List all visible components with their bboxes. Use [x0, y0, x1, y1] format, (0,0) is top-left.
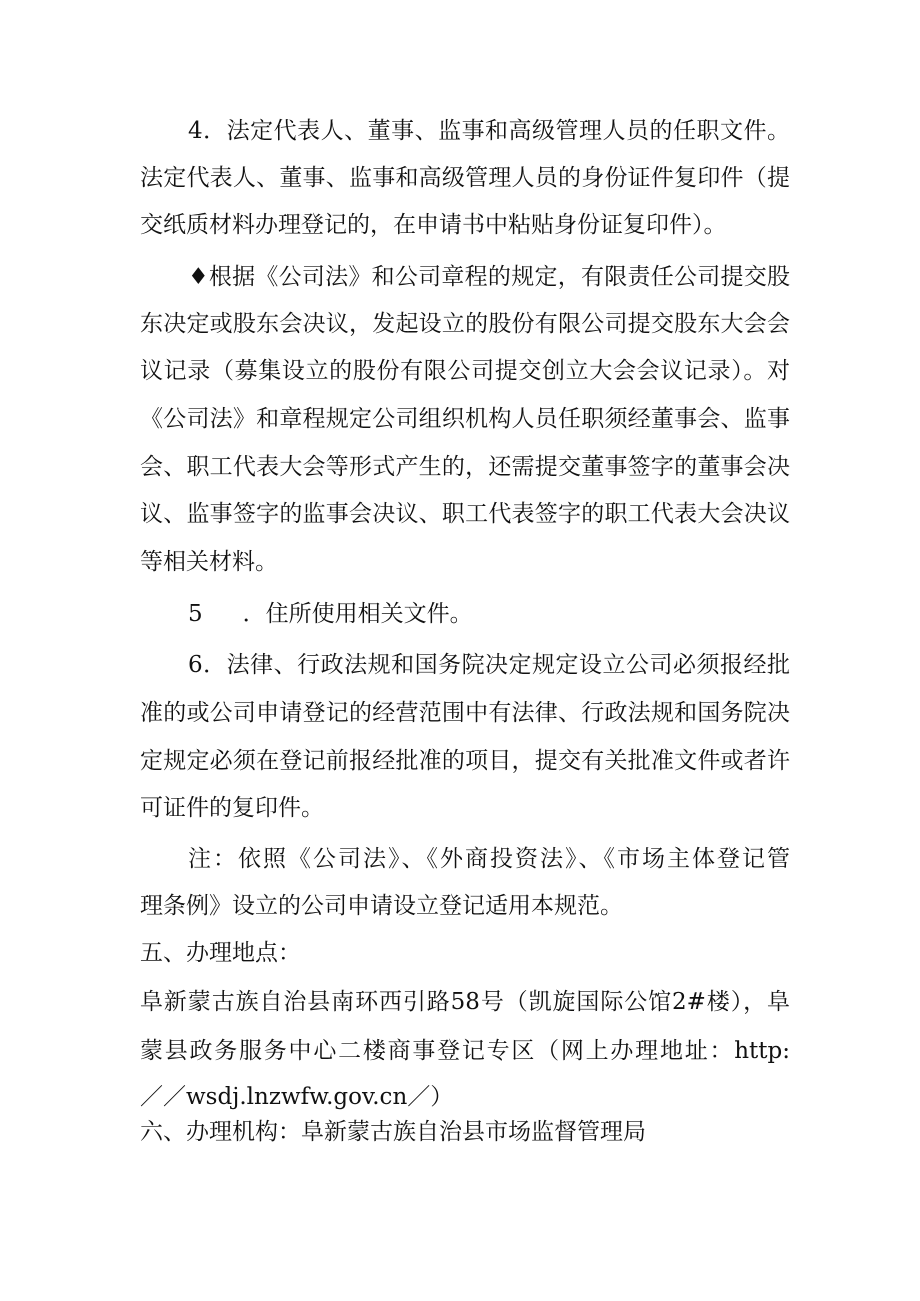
note-line-1: 注：依照《公司法》、《外商投资法》、《市场主体登记管	[188, 846, 790, 872]
section-5-address-line-2: 蒙县政务服务中心二楼商事登记专区（网上办理地址：http:	[140, 1038, 790, 1064]
item-4-line-3: 交纸质材料办理登记的，在申请书中粘贴身份证复印件）。	[140, 212, 727, 238]
bullet-para-line-3: 议记录（募集设立的股份有限公司提交创立大会会议记录）。对	[140, 358, 790, 384]
bullet-para-line-4: 《公司法》和章程规定公司组织机构人员任职须经董事会、监事	[140, 406, 790, 432]
bullet-para-line-1: ♦根据《公司法》和公司章程的规定，有限责任公司提交股	[188, 264, 790, 290]
item-5-text: ．住所使用相关文件。	[242, 601, 473, 627]
bullet-para-line-6: 议、监事签字的监事会决议、职工代表签字的职工代表大会决议	[140, 501, 790, 527]
item-6-line-3: 定规定必须在登记前报经批准的项目，提交有关批准文件或者许	[140, 748, 790, 774]
bullet-para-line-2: 东决定或股东会决议，发起设立的股份有限公司提交股东大会会	[140, 311, 790, 337]
item-6-line-1: 6．法律、行政法规和国务院决定规定设立公司必须报经批	[188, 652, 790, 678]
item-6-line-4: 可证件的复印件。	[140, 795, 324, 821]
item-5-number: 5	[188, 601, 203, 627]
section-5-url-line: ／／wsdj.lnzwfw.gov.cn／）	[140, 1084, 454, 1110]
section-5-heading: 五、办理地点：	[140, 940, 301, 966]
item-6-line-2: 准的或公司申请登记的经营范围中有法律、行政法规和国务院决	[140, 700, 790, 726]
section-5-address-line-1: 阜新蒙古族自治县南环西引路58号（凯旋国际公馆2#楼），阜	[140, 989, 790, 1015]
item-5	[188, 600, 790, 628]
bullet-para-line-7: 等相关材料。	[140, 549, 278, 575]
item-4-line-1: 4．法定代表人、董事、监事和高级管理人员的任职文件。	[188, 118, 790, 144]
section-6-line: 六、办理机构：阜新蒙古族自治县市场监督管理局	[140, 1119, 646, 1145]
note-line-2: 理条例》设立的公司申请设立登记适用本规范。	[140, 893, 623, 919]
item-4-line-2: 法定代表人、董事、监事和高级管理人员的身份证件复印件（提	[140, 165, 790, 191]
bullet-para-line-5: 会、职工代表大会等形式产生的，还需提交董事签字的董事会决	[140, 454, 790, 480]
